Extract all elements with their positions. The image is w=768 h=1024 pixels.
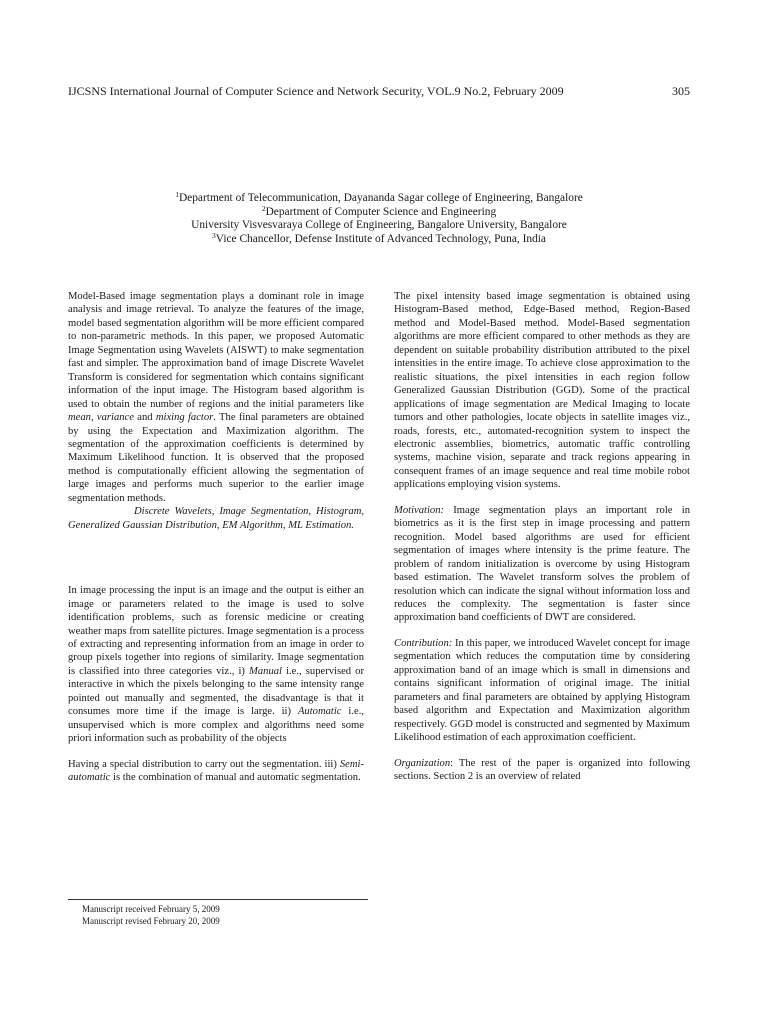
manuscript-revised: Manuscript revised February 20, 2009 <box>82 915 220 926</box>
affiliation-2: $^2$Department of Computer Science and Engineering <box>261 203 497 218</box>
footnote-rule <box>68 899 368 900</box>
contribution-paragraph: Contribution: In this paper, we introduced Wavelet concept for image segmentation which reduces the computation time by considering approximation band of an image which is small in dimensions and contains significant information of original image. The initial parameters and final parameters are obtained by applying Histogram based algorithm and Expectation and Maximization algorithm respectively. GGD model is constructed and segmented by Maximum Likelihood estimation of each approximation coefficient. <box>394 637 690 744</box>
organization-paragraph: Organization: The rest of the paper is organized into following sections. Section 2 is an overview of related <box>394 757 690 782</box>
affiliation-1: $^1$Department of Telecommunication, Dayananda Sagar college of Engineering, Bangalore <box>175 190 583 204</box>
intro-paragraph-2: Having a special distribution to carry out the segmentation. iii) Semi-automatic is the combination of manual and automatic segmentation. <box>68 758 364 784</box>
organization-label: Organization <box>394 757 451 769</box>
intro-paragraph-1: In image processing the input is an image and the output is either an image or parameters related to the image is used to solve identification problems, such as forensic medicine or creating weather maps from satellite pictures. Image segmentation is a process of extracting and representing information from an image in order to group pixels together into regions of similarity. Image segmentation is classified into three categories viz., i) Manual i.e., supervised or interactive in which the pixels belonging to the same intensity range pointed out manually and segmented, the disadvantage is that it consumes more time if the image is large. ii) Automatic i.e., unsupervised which is more complex and algorithms need some priori information such as probability of the objects <box>68 585 364 745</box>
affiliation-3: $^3$Vice Chancellor, Defense Institute of Advanced Technology, Puna, India <box>212 230 546 245</box>
left-column <box>68 290 364 785</box>
affiliation-2-institution: University Visvesvaraya College of Engineering, Bangalore University, Bangalore <box>191 219 567 231</box>
contribution-label: Contribution: <box>394 637 453 649</box>
motivation-label: Motivation: <box>394 504 445 516</box>
abstract-paragraph: Model-Based image segmentation plays a dominant role in image analysis and image retrieval. To analyze the features of the image, model based segmentation algorithm will be more efficient compared to non-parametric methods. In this paper, we proposed Automatic Image Segmentation using Wavelets (AISWT) to make segmentation fast and simpler. The approximation band of image Discrete Wavelet Transform is considered for segmentation which contains significant information of the input image. The Histogram based algorithm is used to obtain the number of regions and the initial parameters like mean, variance and mixing factor. The final parameters are obtained by using the Expectation and Maximization algorithm. The segmentation of the approximation coefficients is determined by Maximum Likelihood function. It is observed that the proposed method is computationally efficient allowing the segmentation of large images and performs much superior to the earlier image segmentation methods. <box>68 291 364 504</box>
manuscript-received: Manuscript received February 5, 2009 <box>82 904 220 914</box>
right-column <box>394 290 690 783</box>
motivation-paragraph: Motivation: Image segmentation plays an important role in biometrics as it is the first step in image processing and pattern recognition. Model based algorithms are used for efficient segmentation of images where intensity is the prime feature. The problem of random initialization is overcome by using Histogram based estimation. The Wavelet transform solves the problem of resolution which can indicate the signal without information loss and reduces the complexity. The segmentation is faster since approximation band coefficients of DWT are considered. <box>394 504 690 624</box>
affiliations <box>68 192 690 246</box>
journal-title: IJCSNS International Journal of Computer Science and Network Security, VOL.9 No.2, February 2009 <box>68 84 564 98</box>
footnotes <box>82 904 220 927</box>
index-terms: Discrete Wavelets, Image Segmentation, Histogram, Generalized Gaussian Distribution, EM Algorithm, ML Estimation. <box>68 506 364 531</box>
pixel-intensity-paragraph: The pixel intensity based image segmentation is obtained using Histogram-Based method, Edge-Based method, Region-Based method and Model-Based method. Model-Based segmentation algorithms are more efficient compared to other methods as they are dependent on suitable probability distribution attributed to the pixel intensities in the entire image. To achieve close approximation to the realistic situations, the pixel intensities in each region follow Generalized Gaussian Distribution (GGD). Some of the practical applications of image segmentation are Medical Imaging to locate tumors and other pathologies, locate objects in satellite images viz., roads, forests, etc., automated-recognition system to inspect the electronic assemblies, biometrics, automatic traffic controlling systems, machine vision, separate and track regions appearing in consequent frames of an image sequence and real time mobile robot applications employing vision systems. <box>394 291 690 491</box>
page-number: 305 <box>672 84 690 98</box>
